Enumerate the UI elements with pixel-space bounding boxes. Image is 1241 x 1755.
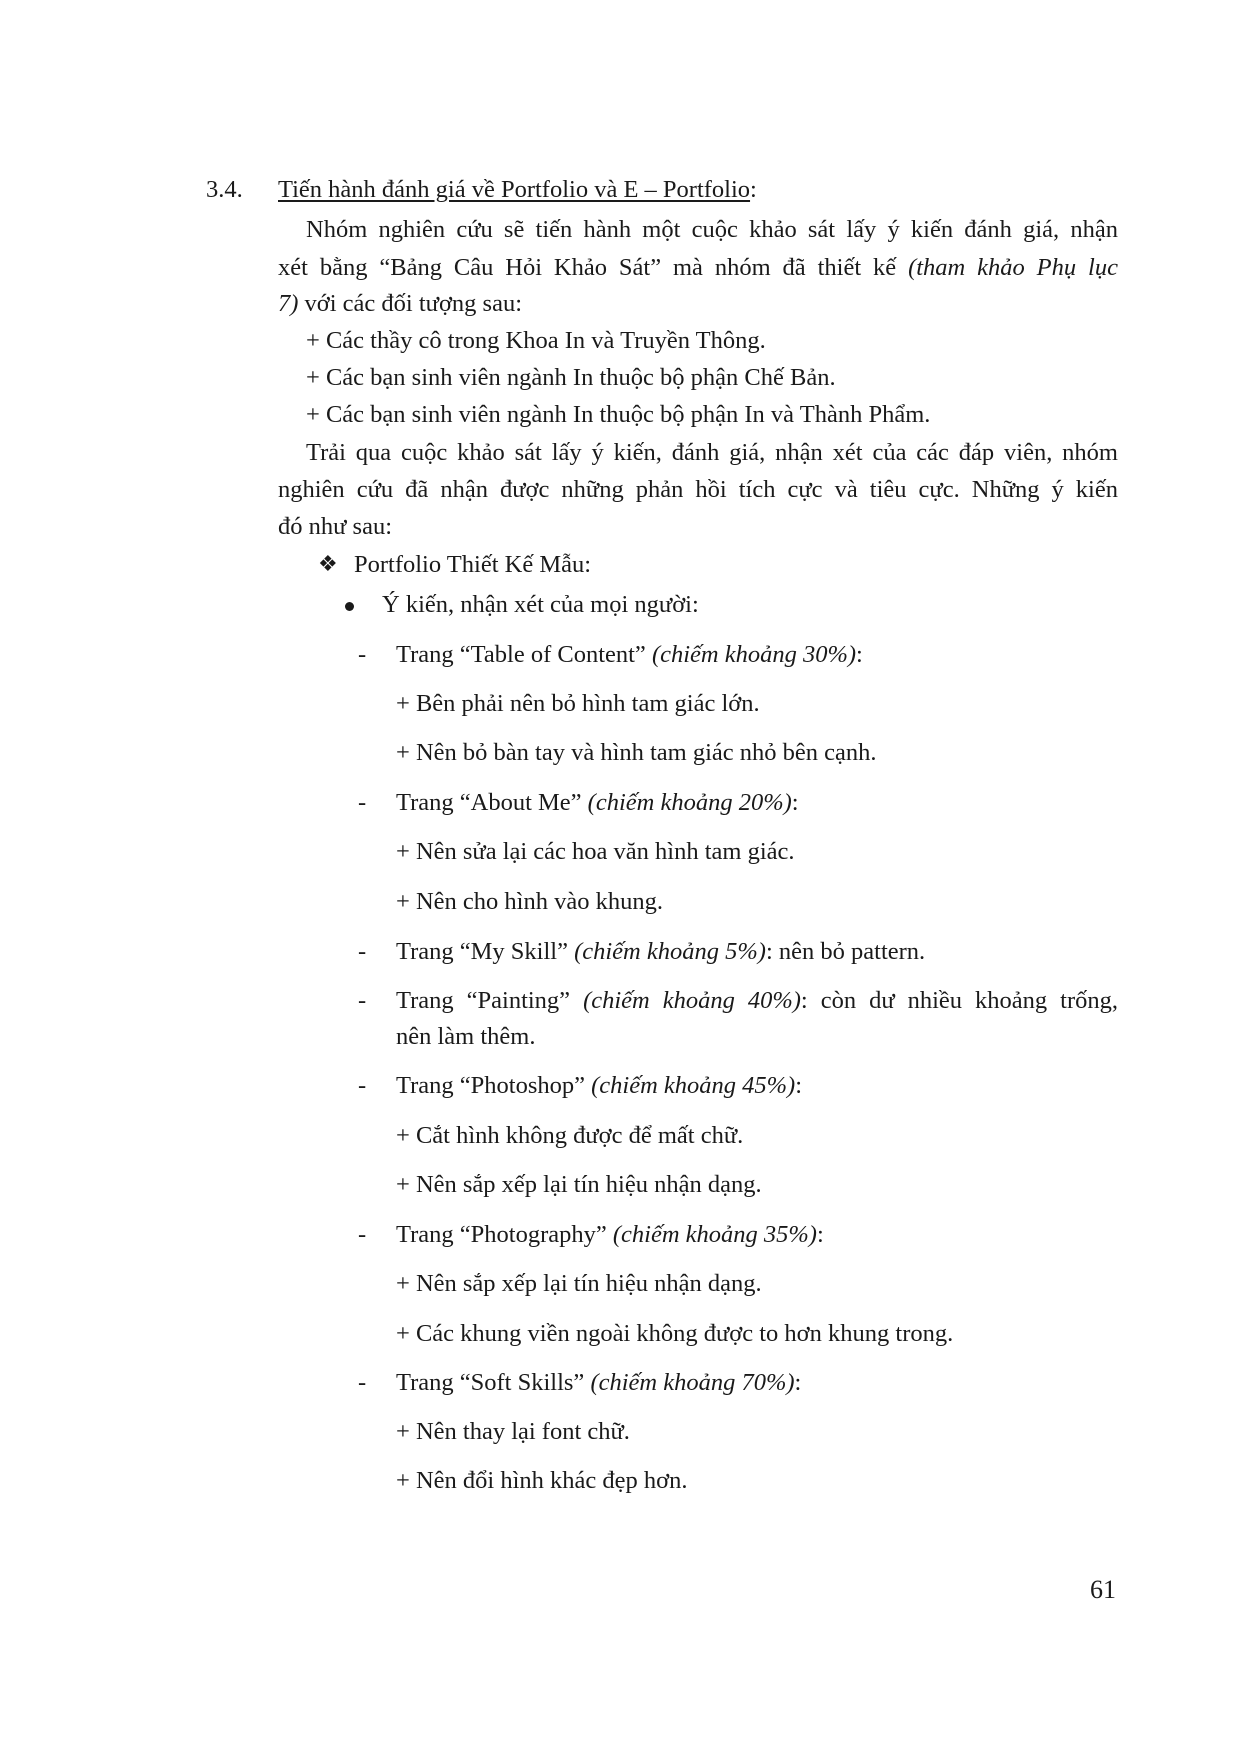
section-number: 3.4. <box>206 176 243 203</box>
page-item-photography <box>396 1223 824 1248</box>
target-item-teachers: + Các thầy cô trong Khoa In và Truyền Thông. <box>306 327 766 354</box>
diamond-bullet-icon: ❖ <box>318 552 338 577</box>
page-percent: (chiếm khoảng 70%) <box>590 1369 795 1396</box>
page-tail: : <box>794 1369 802 1396</box>
section-title-colon: : <box>750 176 757 203</box>
page-comment: + Nên cho hình vào khung. <box>396 888 663 915</box>
target-item-prepress: + Các bạn sinh viên ngành In thuộc bộ phận Chế Bản. <box>306 364 836 391</box>
page-item-soft-skills <box>396 1371 801 1396</box>
page-comment: + Bên phải nên bỏ hình tam giác lớn. <box>396 690 760 717</box>
page-item-about-me <box>396 791 799 816</box>
dash-marker: - <box>358 1221 367 1248</box>
page-item-photoshop <box>396 1074 802 1099</box>
intro-appendix-ref: (tham khảo Phụ lục <box>908 254 1118 281</box>
portfolio-heading: Portfolio Thiết Kế Mẫu: <box>354 551 592 578</box>
page-comment: + Nên sắp xếp lại tín hiệu nhận dạng. <box>396 1270 762 1297</box>
page-comment: + Các khung viền ngoài không được to hơn khung trong. <box>396 1320 954 1347</box>
dash-marker: - <box>358 938 367 965</box>
intro-line-3-text: với các đối tượng sau: <box>298 290 522 317</box>
page-item-painting <box>396 989 1118 1014</box>
intro-line-1: Nhóm nghiên cứu sẽ tiến hành một cuộc khảo sát lấy ý kiến đánh giá, nhận <box>306 216 1118 243</box>
intro-appendix-ref-cont: 7) <box>278 290 299 317</box>
page-tail: : <box>816 1221 824 1248</box>
page-percent: (chiếm khoảng 35%) <box>612 1221 817 1248</box>
intro-line-2-text: xét bằng “Bảng Câu Hỏi Khảo Sát” mà nhóm đã thiết kế <box>278 254 909 281</box>
page-comment: + Nên thay lại font chữ. <box>396 1418 630 1445</box>
page-comment-cont: nên làm thêm. <box>396 1023 536 1050</box>
dash-marker: - <box>358 1072 367 1099</box>
page-tail: : nên bỏ pattern. <box>765 938 926 965</box>
page-name: Trang “Soft Skills” <box>396 1369 591 1396</box>
dash-marker: - <box>358 987 367 1014</box>
page-item-my-skill <box>396 940 925 965</box>
page-name: Trang “My Skill” <box>396 938 575 965</box>
page-percent: (chiếm khoảng 40%) <box>583 987 801 1014</box>
page-comment: + Nên sửa lại các hoa văn hình tam giác. <box>396 838 795 865</box>
page-percent: (chiếm khoảng 30%) <box>651 641 857 668</box>
page-name: Trang “Photoshop” <box>396 1072 592 1099</box>
section-title-text: Tiến hành đánh giá về Portfolio và E – Portfolio <box>278 176 751 203</box>
page-number: 61 <box>1090 1575 1116 1604</box>
target-item-printing: + Các bạn sinh viên ngành In thuộc bộ phận In và Thành Phẩm. <box>306 401 931 428</box>
page-name: Trang “Table of Content” <box>396 641 652 668</box>
intro-line-2 <box>278 256 1118 281</box>
page-tail: : còn dư nhiều khoảng trống, <box>800 987 1118 1014</box>
page-comment: + Nên sắp xếp lại tín hiệu nhận dạng. <box>396 1171 762 1198</box>
page-tail: : <box>791 789 799 816</box>
page-percent: (chiếm khoảng 20%) <box>587 789 792 816</box>
opinions-heading: Ý kiến, nhận xét của mọi người: <box>382 591 699 618</box>
dash-marker: - <box>358 1369 367 1396</box>
dash-marker: - <box>358 641 367 668</box>
summary-line-3: đó như sau: <box>278 513 392 540</box>
page-tail: : <box>795 1072 803 1099</box>
page-name: Trang “Photography” <box>396 1221 613 1248</box>
page-percent: (chiếm khoảng 5%) <box>574 938 766 965</box>
page-name: Trang “About Me” <box>396 789 588 816</box>
page-comment: + Nên bỏ bàn tay và hình tam giác nhỏ bên cạnh. <box>396 739 877 766</box>
intro-line-3 <box>278 292 522 317</box>
page-comment: + Nên đổi hình khác đẹp hơn. <box>396 1467 688 1494</box>
summary-line-1: Trải qua cuộc khảo sát lấy ý kiến, đánh giá, nhận xét của các đáp viên, nhóm <box>306 439 1118 466</box>
summary-line-2: nghiên cứu đã nhận được những phản hồi tích cực và tiêu cực. Những ý kiến <box>278 476 1118 503</box>
bullet-dot-icon <box>345 602 354 611</box>
page-comment: + Cắt hình không được để mất chữ. <box>396 1122 744 1149</box>
page-percent: (chiếm khoảng 45%) <box>591 1072 796 1099</box>
page-name: Trang “Painting” <box>396 987 584 1014</box>
dash-marker: - <box>358 789 367 816</box>
section-title <box>278 178 757 203</box>
page-tail: : <box>856 641 863 668</box>
page-item-table-of-content <box>396 643 863 668</box>
